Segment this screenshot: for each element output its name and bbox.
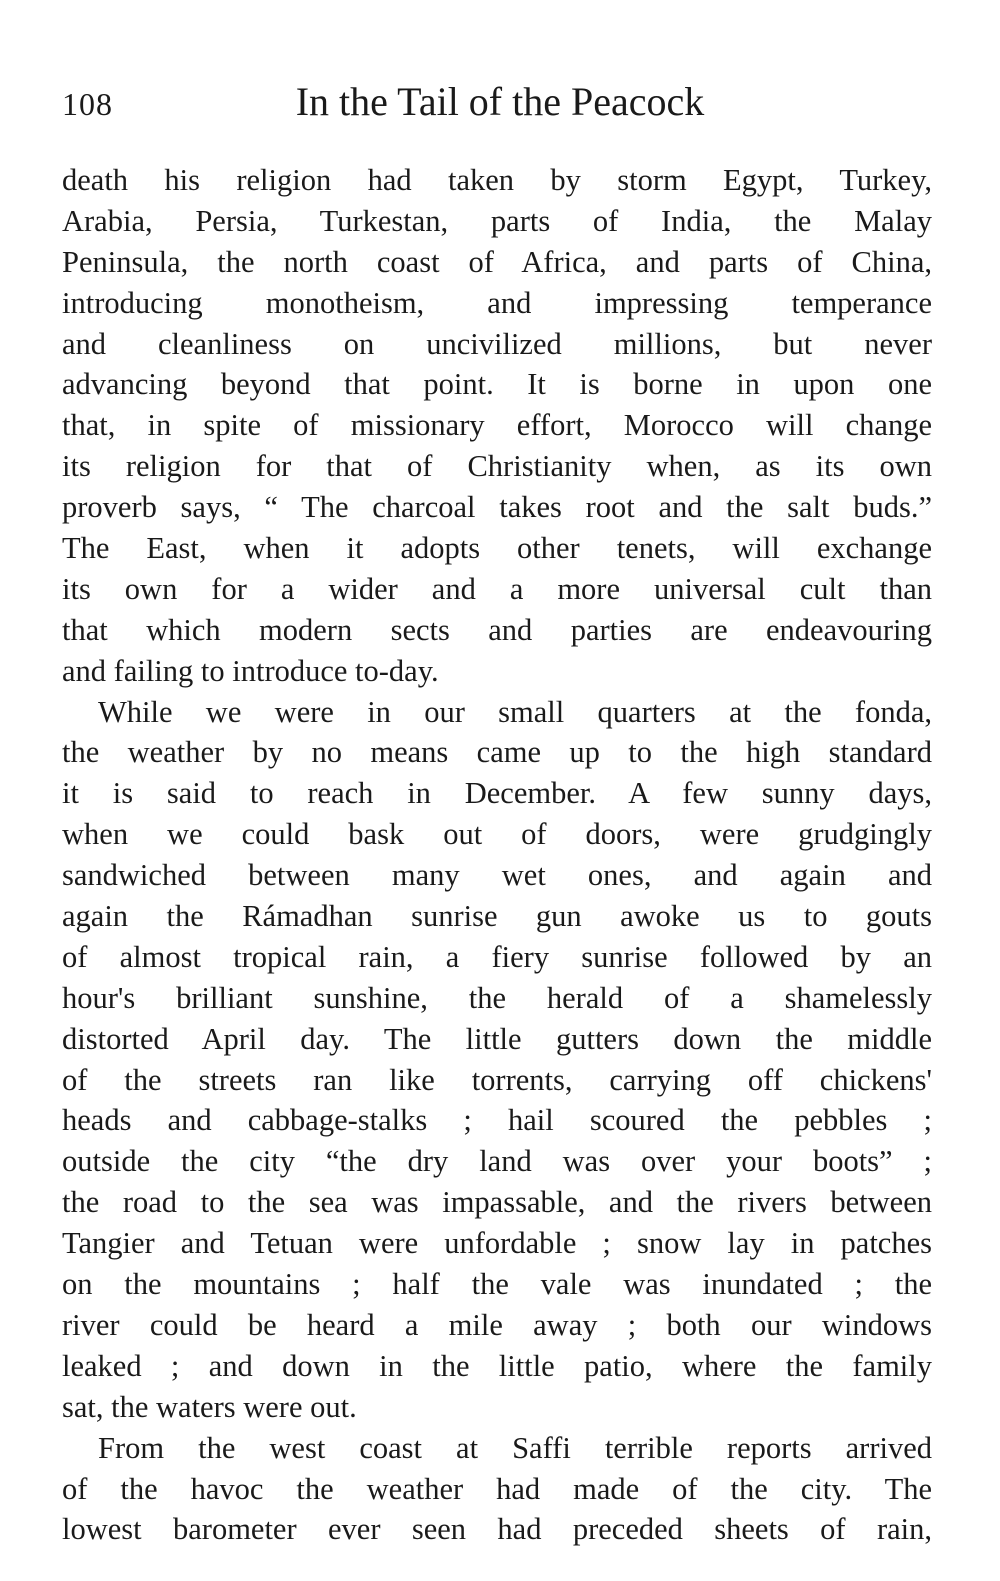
text-line: river could be heard a mile away ; both our windows xyxy=(62,1307,932,1342)
text-line: While we were in our small quarters at the fonda, xyxy=(98,694,932,729)
text-line: sat, the waters were out. xyxy=(62,1389,357,1424)
running-title: In the Tail of the Peacock xyxy=(295,79,705,124)
text-line: The East, when it adopts other tenets, will exchange xyxy=(62,531,932,566)
text-line: sandwiched between many wet ones, and again and xyxy=(62,858,932,893)
text-line: again the Rámadhan sunrise gun awoke us to gouts xyxy=(62,899,932,934)
text-line: its own for a wider and a more universal cult than xyxy=(62,571,932,606)
text-line: that which modern sects and parties are endeavouring xyxy=(62,612,932,647)
text-line: and failing to introduce to-day. xyxy=(62,653,439,688)
text-line: outside the city “the dry land was over your boots” ; xyxy=(62,1144,932,1179)
text-line: From the west coast at Saffi terrible reports arrived xyxy=(98,1430,932,1465)
text-line: the weather by no means came up to the high standard xyxy=(62,735,932,770)
text-line: of almost tropical rain, a fiery sunrise followed by an xyxy=(62,939,932,974)
running-header xyxy=(62,78,932,128)
text-line: that, in spite of missionary effort, Morocco will change xyxy=(62,408,932,443)
text-line: introducing monotheism, and impressing temperance xyxy=(62,285,932,320)
text-line: the road to the sea was impassable, and the rivers between xyxy=(62,1185,932,1220)
text-line: death his religion had taken by storm Egypt, Turkey, xyxy=(62,163,932,197)
text-line: leaked ; and down in the little patio, where the family xyxy=(62,1348,932,1383)
text-line: Tangier and Tetuan were unfordable ; snow lay in patches xyxy=(62,1226,932,1261)
page-number: 108 xyxy=(62,86,113,122)
text-line: Peninsula, the north coast of Africa, and parts of China, xyxy=(62,244,932,279)
text-line: heads and cabbage-stalks ; hail scoured the pebbles ; xyxy=(62,1103,932,1138)
text-line: advancing beyond that point. It is borne in upon one xyxy=(62,367,932,402)
text-line: it is said to reach in December. A few sunny days, xyxy=(62,776,932,811)
text-line: distorted April day. The little gutters down the middle xyxy=(62,1021,932,1056)
text-line: Arabia, Persia, Turkestan, parts of India, the Malay xyxy=(62,203,932,238)
text-line: of the streets ran like torrents, carrying off chickens' xyxy=(62,1062,932,1097)
text-line: its religion for that of Christianity when, as its own xyxy=(62,449,932,484)
text-line: when we could bask out of doors, were grudgingly xyxy=(62,817,932,852)
text-line: proverb says, “ The charcoal takes root and the salt buds.” xyxy=(62,490,932,525)
text-line: on the mountains ; half the vale was inundated ; the xyxy=(62,1267,932,1302)
text-line: hour's brilliant sunshine, the herald of a shamelessly xyxy=(62,980,932,1015)
text-line: lowest barometer ever seen had preceded sheets of rain, xyxy=(62,1512,932,1547)
body-text xyxy=(62,160,932,1550)
text-line: of the havoc the weather had made of the city. The xyxy=(62,1471,932,1506)
text-line: and cleanliness on uncivilized millions, but never xyxy=(62,326,932,361)
